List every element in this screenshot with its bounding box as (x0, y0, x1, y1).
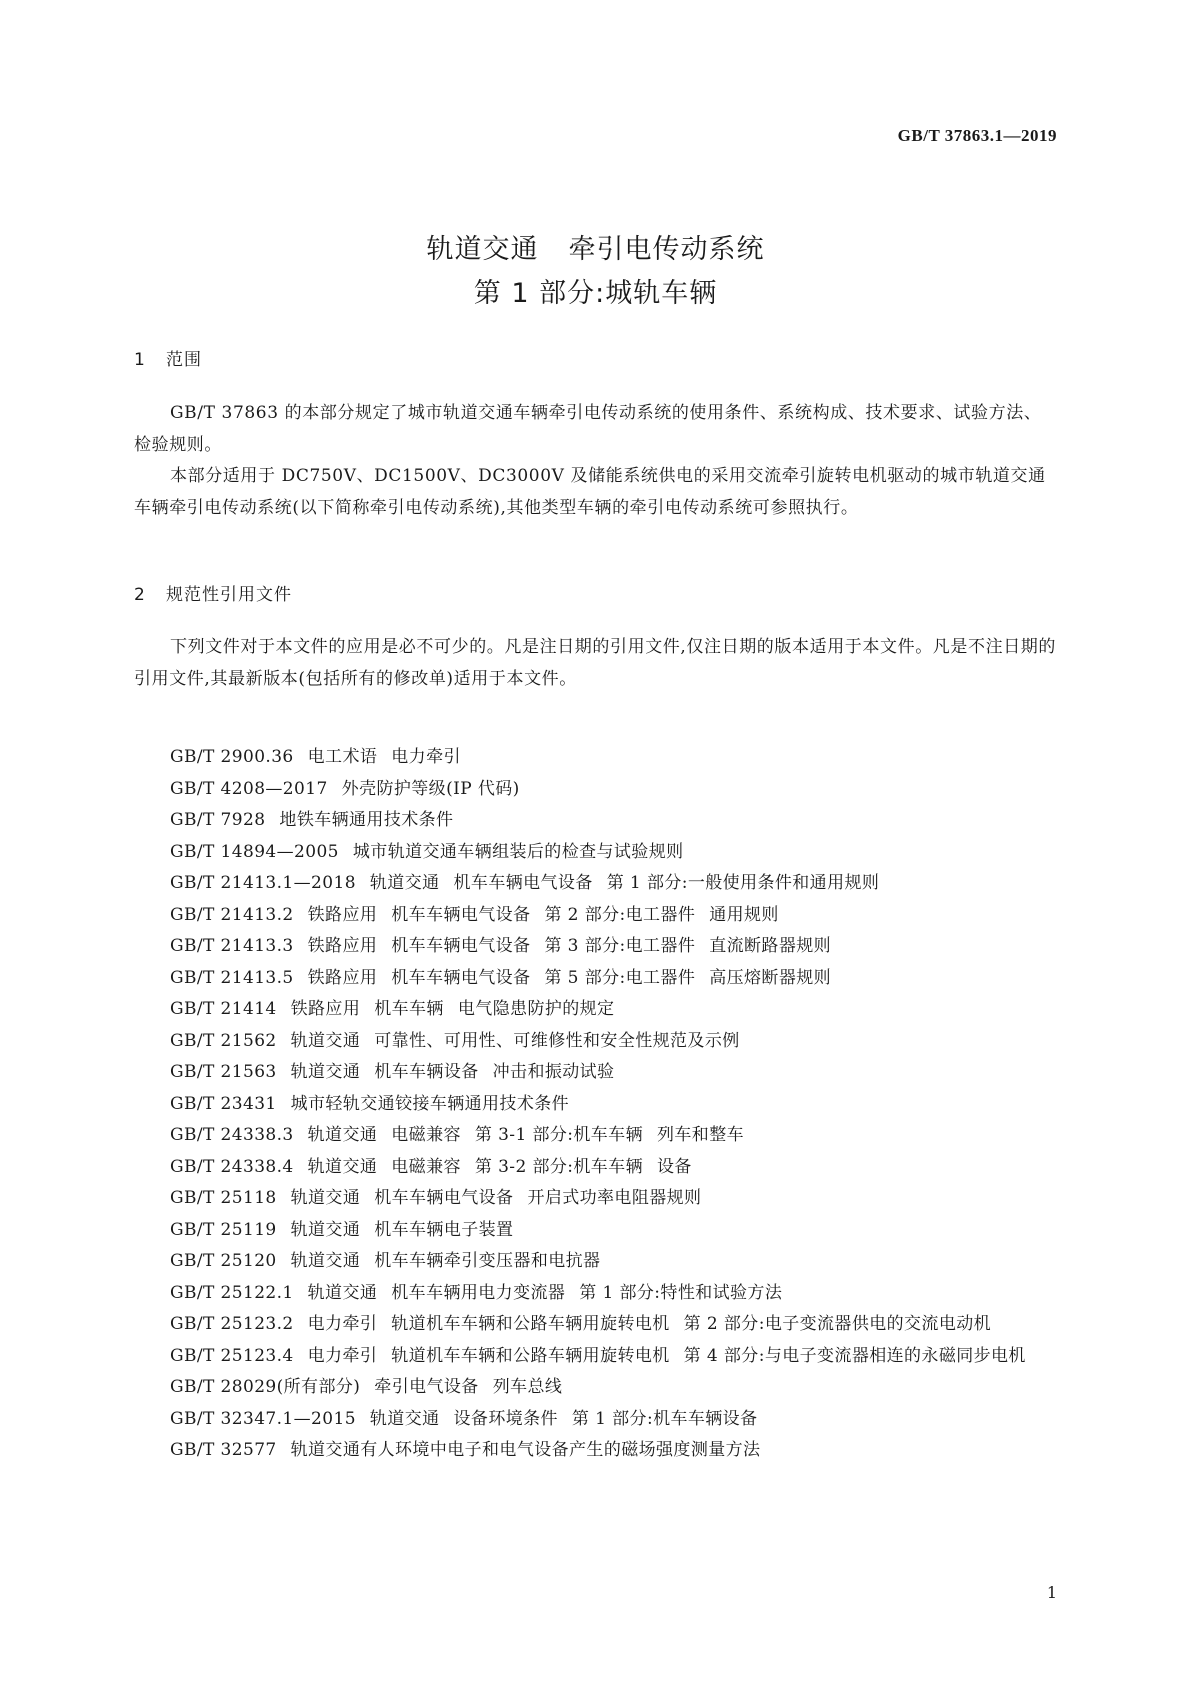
reference-title: 轨道交通 (290, 1188, 361, 1208)
reference-title: 轨道交通 (290, 1062, 361, 1082)
reference-item (134, 1089, 1057, 1121)
title-line-1 (0, 228, 1191, 272)
reference-title: 机车车辆电气设备 (391, 967, 531, 988)
reference-title: 开启式功率电阻器规则 (527, 1188, 702, 1208)
reference-title: 轨道机车车辆和公路车辆用旋转电机 (391, 1345, 670, 1366)
reference-item (134, 963, 1057, 995)
reference-item (134, 1183, 1057, 1215)
reference-title: 电磁兼容 (391, 1156, 461, 1177)
reference-title: 可靠性、可用性、可维修性和安全性规范及示例 (374, 1030, 740, 1051)
reference-title: 轨道交通有人环境中电子和电气设备产生的磁场强度测量方法 (290, 1440, 761, 1460)
reference-title: 轨道交通 (307, 1282, 378, 1303)
reference-code: GB/T 25123.2 (170, 1314, 294, 1334)
reference-item (134, 1278, 1057, 1310)
reference-code: GB/T 24338.3 (170, 1125, 294, 1145)
reference-title: 轨道交通 (307, 1125, 378, 1145)
title-line-1-part-2: 牵引电传动系统 (568, 234, 765, 265)
reference-item (134, 1057, 1057, 1089)
reference-item (134, 1246, 1057, 1278)
reference-title: 第 2 部分:电工器件 (544, 904, 696, 925)
reference-code: GB/T 21413.1—2018 (170, 873, 356, 893)
reference-item (134, 1404, 1057, 1436)
reference-code: GB/T 14894—2005 (170, 841, 339, 862)
reference-title: 轨道交通 (290, 1219, 361, 1240)
reference-list (134, 742, 1057, 1467)
reference-item (134, 1120, 1057, 1152)
scope-paragraph-2: 本部分适用于 DC750V、DC1500V、DC3000V 及储能系统供电的采用交流牵引旋转电机驱动的城市轨道交通车辆牵引电传动系统(以下简称牵引电传动系统),其他类型车辆的牵引电传动系统可参照执行。 (134, 466, 1046, 518)
reference-title: 城市轻轨交通铰接车辆通用技术条件 (290, 1093, 570, 1114)
reference-title: 冲击和振动试验 (492, 1062, 615, 1082)
reference-title: 第 4 部分:与电子变流器相连的永磁同步电机 (683, 1345, 1026, 1366)
reference-item (134, 805, 1057, 837)
reference-item (134, 1435, 1057, 1467)
reference-code: GB/T 25119 (170, 1219, 277, 1240)
reference-code: GB/T 7928 (170, 810, 266, 830)
reference-code: GB/T 25120 (170, 1251, 277, 1271)
reference-item (134, 1309, 1057, 1341)
reference-item (134, 837, 1057, 869)
section-title: 规范性引用文件 (166, 585, 292, 605)
reference-title: 城市轨道交通车辆组装后的检查与试验规则 (352, 841, 684, 862)
reference-title: 牵引电气设备 (374, 1377, 479, 1397)
reference-item (134, 868, 1057, 900)
reference-item (134, 1372, 1057, 1404)
reference-title: 铁路应用 (307, 967, 378, 988)
reference-item (134, 742, 1057, 774)
reference-title: 第 2 部分:电子变流器供电的交流电动机 (683, 1314, 992, 1334)
reference-title: 轨道机车车辆和公路车辆用旋转电机 (391, 1314, 670, 1334)
reference-title: 电力牵引 (391, 747, 461, 767)
section-number: 2 (134, 585, 146, 605)
reference-title: 电工术语 (307, 747, 378, 767)
reference-title: 铁路应用 (307, 904, 378, 925)
reference-code: GB/T 23431 (170, 1093, 277, 1114)
reference-code: GB/T 25118 (170, 1188, 277, 1208)
reference-code: GB/T 2900.36 (170, 747, 294, 767)
reference-title: 轨道交通 (307, 1156, 378, 1177)
reference-title: 机车车辆电气设备 (391, 904, 531, 925)
reference-code: GB/T 21563 (170, 1062, 277, 1082)
reference-title: 地铁车辆通用技术条件 (279, 810, 454, 830)
reference-item (134, 774, 1057, 806)
reference-title: 第 3 部分:电工器件 (544, 936, 696, 956)
reference-title: 机车车辆 (374, 999, 444, 1019)
reference-title: 轨道交通 (369, 1408, 440, 1429)
reference-title: 电力牵引 (307, 1314, 378, 1334)
reference-title: 机车车辆牵引变压器和电抗器 (374, 1251, 601, 1271)
reference-title: 机车车辆电子装置 (374, 1219, 514, 1240)
reference-title: 设备环境条件 (453, 1408, 558, 1429)
reference-code: GB/T 21413.3 (170, 936, 294, 956)
section-heading-scope (134, 345, 202, 370)
reference-title: 直流断路器规则 (709, 936, 832, 956)
reference-title: 机车车辆用电力变流器 (391, 1282, 566, 1303)
reference-code: GB/T 4208—2017 (170, 778, 328, 799)
reference-title: 机车车辆电气设备 (374, 1188, 514, 1208)
reference-title: 机车车辆设备 (374, 1062, 479, 1082)
reference-title: 轨道交通 (369, 873, 440, 893)
reference-title: 轨道交通 (290, 1030, 361, 1051)
page-number: 1 (1046, 1583, 1057, 1602)
reference-code: GB/T 21414 (170, 999, 277, 1019)
references-intro-paragraph: 下列文件对于本文件的应用是必不可少的。凡是注日期的引用文件,仅注日期的版本适用于本文件。凡是不注日期的引用文件,其最新版本(包括所有的修改单)适用于本文件。 (134, 637, 1057, 689)
reference-title: 第 5 部分:电工器件 (544, 967, 696, 988)
title-line-1-part-1: 轨道交通 (426, 234, 539, 265)
reference-title: 轨道交通 (290, 1251, 361, 1271)
reference-code: GB/T 28029(所有部分) (170, 1377, 361, 1397)
reference-title: 第 1 部分:机车车辆设备 (571, 1408, 758, 1429)
reference-item (134, 1215, 1057, 1247)
reference-code: GB/T 21413.2 (170, 904, 294, 925)
reference-title: 铁路应用 (290, 999, 361, 1019)
reference-title: 铁路应用 (307, 936, 378, 956)
reference-title: 机车车辆电气设备 (453, 873, 593, 893)
reference-title: 设备 (657, 1156, 692, 1177)
reference-title: 机车车辆电气设备 (391, 936, 531, 956)
section-title: 范围 (166, 350, 202, 370)
reference-item (134, 900, 1057, 932)
reference-code: GB/T 21562 (170, 1030, 277, 1051)
reference-title: 通用规则 (709, 904, 779, 925)
title-line-2: 第 1 部分:城轨车辆 (473, 278, 718, 309)
reference-title: 电气隐患防护的规定 (457, 999, 615, 1019)
reference-code: GB/T 25122.1 (170, 1282, 294, 1303)
reference-item (134, 1026, 1057, 1058)
reference-title: 列车和整车 (657, 1125, 744, 1145)
reference-code: GB/T 32577 (170, 1440, 277, 1460)
reference-code: GB/T 25123.4 (170, 1345, 294, 1366)
reference-code: GB/T 32347.1—2015 (170, 1408, 356, 1429)
reference-item (134, 1152, 1057, 1184)
reference-item (134, 931, 1057, 963)
reference-title: 第 3-1 部分:机车车辆 (474, 1125, 643, 1145)
reference-code: GB/T 21413.5 (170, 967, 294, 988)
scope-paragraph-1: GB/T 37863 的本部分规定了城市轨道交通车辆牵引电传动系统的使用条件、系统构成、技术要求、试验方法、检验规则。 (134, 403, 1042, 455)
reference-title: 第 1 部分:特性和试验方法 (579, 1282, 783, 1303)
standard-code: GB/T 37863.1—2019 (897, 126, 1057, 145)
reference-item (134, 1341, 1057, 1373)
reference-title: 列车总线 (492, 1377, 563, 1397)
section-heading-normative-references (134, 580, 292, 605)
document-title (0, 228, 1191, 316)
section-number: 1 (134, 350, 146, 370)
reference-title: 电磁兼容 (391, 1125, 461, 1145)
reference-title: 外壳防护等级(IP 代码) (341, 778, 520, 799)
reference-title: 高压熔断器规则 (709, 967, 832, 988)
reference-item (134, 994, 1057, 1026)
reference-code: GB/T 24338.4 (170, 1156, 294, 1177)
reference-title: 第 3-2 部分:机车车辆 (474, 1156, 643, 1177)
reference-title: 第 1 部分:一般使用条件和通用规则 (606, 873, 880, 893)
reference-title: 电力牵引 (307, 1345, 378, 1366)
